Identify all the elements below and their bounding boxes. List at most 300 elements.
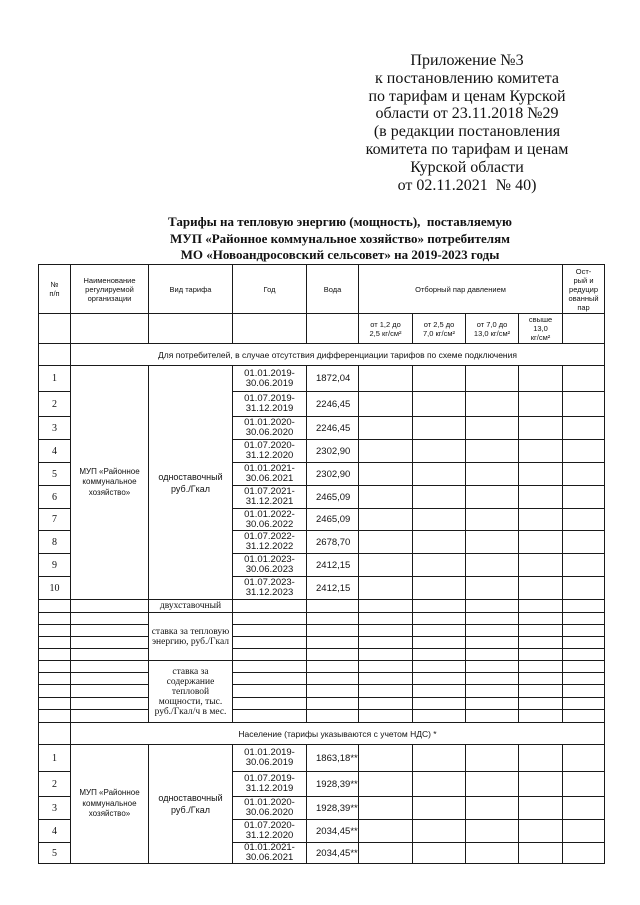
energy-rate-label: ставка за тепловую энергию, руб./Гкал <box>149 613 233 661</box>
population-section-row <box>39 723 605 745</box>
capacity-rate-row <box>39 661 605 673</box>
empty-cell <box>413 797 466 820</box>
empty-cell <box>233 314 307 344</box>
period <box>233 820 307 843</box>
col-header-sharp-steam-line: ованный <box>568 293 599 303</box>
period-line: 30.06.2020 <box>245 427 294 438</box>
empty-cell <box>413 637 466 649</box>
tariff-table <box>38 264 605 864</box>
empty-cell <box>466 772 519 797</box>
col-header-steam-range-line: 13,0 <box>533 324 548 333</box>
col-header-number-line: п/п <box>49 289 60 298</box>
title-line: МУП «Районное коммунальное хозяйство» потребителям <box>170 230 510 246</box>
empty-cell <box>307 673 359 685</box>
appendix-note <box>328 52 606 194</box>
organization-name: МУП «Районное коммунальное хозяйство» <box>71 745 149 864</box>
row-number: 4 <box>39 820 71 843</box>
period <box>233 843 307 864</box>
tariff-type <box>149 366 233 600</box>
period <box>233 486 307 509</box>
empty-cell <box>233 637 307 649</box>
empty-cell <box>71 637 149 649</box>
empty-cell <box>519 772 563 797</box>
empty-cell <box>359 440 413 463</box>
empty-cell <box>563 417 605 440</box>
water-tariff: 2302,90 <box>307 463 359 486</box>
empty-cell <box>307 710 359 723</box>
row-number: 4 <box>39 440 71 463</box>
empty-cell <box>563 463 605 486</box>
empty-cell <box>519 531 563 554</box>
empty-cell <box>466 661 519 673</box>
water-tariff: 2465,09 <box>307 509 359 531</box>
row-number: 5 <box>39 843 71 864</box>
col-header-steam-range-line: 7,0 кг/см² <box>422 328 455 338</box>
col-header-steam-range-line: свыше <box>528 315 553 324</box>
empty-cell <box>307 625 359 637</box>
empty-cell <box>466 820 519 843</box>
appendix-line: Приложение №3 <box>410 52 524 69</box>
empty-cell <box>359 772 413 797</box>
tariff-type-line: одноставочный <box>158 793 223 803</box>
col-header-steam-range-line: от 1,2 до <box>370 319 401 329</box>
empty-cell <box>359 673 413 685</box>
empty-cell <box>563 698 605 710</box>
empty-cell <box>519 600 563 613</box>
period <box>233 392 307 417</box>
row-number: 2 <box>39 772 71 797</box>
tariff-type-line: руб./Гкал <box>171 805 210 815</box>
col-header-organization: Наименование регулируемой организации <box>71 265 149 314</box>
col-header-steam-range <box>519 314 563 344</box>
col-header-water: Вода <box>307 265 359 314</box>
empty-cell <box>466 685 519 698</box>
empty-cell <box>359 531 413 554</box>
water-tariff: 2302,90 <box>307 440 359 463</box>
col-header-sharp-steam-line: редуцир <box>569 284 598 294</box>
two-part-row <box>39 600 605 613</box>
empty-cell <box>71 661 149 673</box>
empty-cell <box>359 843 413 864</box>
empty-cell <box>563 577 605 600</box>
empty-cell <box>359 649 413 661</box>
empty-cell <box>563 600 605 613</box>
period-line: 31.12.2019 <box>245 783 294 794</box>
water-tariff: 2246,45 <box>307 417 359 440</box>
empty-cell <box>519 613 563 625</box>
empty-cell <box>359 392 413 417</box>
empty-cell <box>519 625 563 637</box>
col-header-steam-range-line: от 2,5 до <box>423 319 455 329</box>
period-line: 01.07.2021- <box>244 486 295 497</box>
empty-cell <box>413 417 466 440</box>
empty-cell <box>413 710 466 723</box>
period <box>233 531 307 554</box>
empty-cell <box>71 685 149 698</box>
empty-cell <box>563 440 605 463</box>
period-line: 01.07.2019- <box>244 393 295 404</box>
empty-cell <box>519 392 563 417</box>
water-tariff: 2465,09 <box>307 486 359 509</box>
water-tariff: 2412,15 <box>307 577 359 600</box>
empty-cell <box>466 698 519 710</box>
empty-cell <box>466 509 519 531</box>
empty-cell <box>519 820 563 843</box>
water-tariff: 2412,15 <box>307 554 359 577</box>
empty-cell <box>519 509 563 531</box>
empty-cell <box>359 417 413 440</box>
row-number: 1 <box>39 745 71 772</box>
empty-cell <box>233 625 307 637</box>
empty-cell <box>519 554 563 577</box>
energy-rate-row <box>39 637 605 649</box>
empty-cell <box>466 710 519 723</box>
tariff-table-body <box>39 265 605 864</box>
energy-rate-row <box>39 613 605 625</box>
organization-name: МУП «Районное коммунальное хозяйство» <box>71 366 149 600</box>
general-tariff-row <box>39 366 605 392</box>
period-line: 01.07.2023- <box>244 577 295 588</box>
empty-cell <box>71 613 149 625</box>
period <box>233 772 307 797</box>
empty-cell <box>466 486 519 509</box>
period-line: 01.01.2019- <box>244 747 295 758</box>
empty-cell <box>563 613 605 625</box>
period-line: 30.06.2022 <box>245 518 294 530</box>
period-line: 01.01.2020- <box>244 417 295 428</box>
row-number: 3 <box>39 797 71 820</box>
empty-cell <box>359 463 413 486</box>
empty-cell <box>563 625 605 637</box>
empty-cell <box>71 673 149 685</box>
period-line: 31.12.2020 <box>245 830 294 841</box>
row-number: 6 <box>39 486 71 509</box>
col-header-steam-range-line: 2,5 кг/см² <box>369 328 402 338</box>
water-tariff: 1928,39** <box>307 797 359 820</box>
empty-cell <box>563 772 605 797</box>
appendix-line: к постановлению комитета <box>375 69 559 87</box>
empty-cell <box>563 745 605 772</box>
capacity-rate-label: ставка за содержание тепловой мощности, тыс. руб./Гкал/ч в мес. <box>149 661 233 723</box>
period-line: 01.01.2021- <box>244 463 295 474</box>
empty-cell <box>413 554 466 577</box>
period <box>233 509 307 531</box>
header-subrow <box>39 314 605 344</box>
period <box>233 417 307 440</box>
col-header-number <box>39 265 71 314</box>
empty-cell <box>563 797 605 820</box>
empty-cell <box>39 698 71 710</box>
empty-cell <box>466 797 519 820</box>
empty-cell <box>233 600 307 613</box>
period-line: 01.01.2021- <box>244 842 295 853</box>
empty-cell <box>359 613 413 625</box>
empty-cell <box>413 366 466 392</box>
period <box>233 577 307 600</box>
col-header-year: Год <box>233 265 307 314</box>
empty-cell <box>39 649 71 661</box>
empty-cell <box>233 673 307 685</box>
empty-cell <box>466 577 519 600</box>
col-header-tariff-type: Вид тарифа <box>149 265 233 314</box>
empty-cell <box>519 577 563 600</box>
empty-cell <box>359 745 413 772</box>
general-section-row <box>39 344 605 366</box>
empty-cell <box>466 637 519 649</box>
empty-cell <box>359 661 413 673</box>
empty-cell <box>466 745 519 772</box>
empty-cell <box>519 685 563 698</box>
empty-cell <box>359 366 413 392</box>
empty-cell <box>39 625 71 637</box>
water-tariff: 2034,45** <box>307 843 359 864</box>
general-section-label: Для потребителей, в случае отсутствия дифференциации тарифов по схеме подключения <box>71 344 605 366</box>
row-number: 1 <box>39 366 71 392</box>
capacity-rate-row <box>39 698 605 710</box>
period <box>233 745 307 772</box>
empty-cell <box>39 637 71 649</box>
col-header-steam-range <box>359 314 413 344</box>
empty-cell <box>413 600 466 613</box>
empty-cell <box>39 600 71 613</box>
empty-cell <box>307 314 359 344</box>
empty-cell <box>563 366 605 392</box>
col-header-steam: Отборный пар давлением <box>359 265 563 314</box>
empty-cell <box>359 600 413 613</box>
empty-cell <box>413 772 466 797</box>
empty-cell <box>359 685 413 698</box>
header-row <box>39 265 605 314</box>
empty-cell <box>359 577 413 600</box>
empty-cell <box>359 486 413 509</box>
empty-cell <box>466 625 519 637</box>
period <box>233 797 307 820</box>
empty-cell <box>359 710 413 723</box>
empty-cell <box>71 600 149 613</box>
capacity-rate-row <box>39 710 605 723</box>
empty-cell <box>519 463 563 486</box>
empty-cell <box>563 685 605 698</box>
period-line: 01.01.2023- <box>244 554 295 565</box>
empty-cell <box>71 698 149 710</box>
empty-cell <box>39 710 71 723</box>
empty-cell <box>413 649 466 661</box>
appendix-line: от 02.11.2021 № 40) <box>397 176 537 194</box>
period-line: 01.01.2019- <box>244 367 295 379</box>
empty-cell <box>466 392 519 417</box>
two-part-label: двухставочный <box>149 600 233 613</box>
empty-cell <box>39 673 71 685</box>
appendix-line: комитета по тарифам и ценам <box>365 140 569 158</box>
empty-cell <box>519 486 563 509</box>
empty-cell <box>466 417 519 440</box>
period-line: 30.06.2021 <box>245 852 294 863</box>
row-number: 5 <box>39 463 71 486</box>
empty-cell <box>563 820 605 843</box>
empty-cell <box>519 673 563 685</box>
empty-cell <box>563 486 605 509</box>
empty-cell <box>563 637 605 649</box>
empty-cell <box>71 625 149 637</box>
empty-cell <box>519 698 563 710</box>
period-line: 30.06.2020 <box>245 807 294 818</box>
empty-cell <box>466 463 519 486</box>
period-line: 30.06.2019 <box>245 757 294 768</box>
empty-cell <box>563 661 605 673</box>
energy-rate-row <box>39 649 605 661</box>
empty-cell <box>466 440 519 463</box>
empty-cell <box>563 554 605 577</box>
period <box>233 440 307 463</box>
tariff-type-line: руб./Гкал <box>171 483 210 494</box>
water-tariff: 2034,45** <box>307 820 359 843</box>
period-line: 01.07.2019- <box>244 773 295 784</box>
empty-cell <box>563 710 605 723</box>
empty-cell <box>413 843 466 864</box>
energy-rate-row <box>39 625 605 637</box>
empty-cell <box>359 509 413 531</box>
empty-cell <box>39 685 71 698</box>
empty-cell <box>466 531 519 554</box>
period-line: 31.12.2022 <box>245 541 294 552</box>
empty-cell <box>466 673 519 685</box>
empty-cell <box>519 440 563 463</box>
empty-cell <box>519 843 563 864</box>
period-line: 31.12.2020 <box>245 450 294 461</box>
empty-cell <box>307 637 359 649</box>
empty-cell <box>519 661 563 673</box>
tariff-type-line: одноставочный <box>158 471 223 482</box>
empty-cell <box>39 344 71 366</box>
col-header-steam-range-line: кг/см² <box>530 333 551 342</box>
empty-cell <box>359 698 413 710</box>
empty-cell <box>413 577 466 600</box>
empty-cell <box>71 314 149 344</box>
empty-cell <box>466 600 519 613</box>
empty-cell <box>413 661 466 673</box>
row-number: 2 <box>39 392 71 417</box>
col-header-steam-range <box>413 314 466 344</box>
empty-cell <box>39 723 71 745</box>
empty-cell <box>359 625 413 637</box>
period-line: 30.06.2023 <box>245 564 294 575</box>
empty-cell <box>519 417 563 440</box>
empty-cell <box>233 698 307 710</box>
empty-cell <box>233 685 307 698</box>
col-header-sharp-steam-line: рый и <box>573 275 594 285</box>
population-tariff-row <box>39 745 605 772</box>
water-tariff: 1928,39** <box>307 772 359 797</box>
capacity-rate-row <box>39 685 605 698</box>
empty-cell <box>233 661 307 673</box>
empty-cell <box>563 314 605 344</box>
empty-cell <box>563 649 605 661</box>
empty-cell <box>149 314 233 344</box>
period-line: 01.07.2022- <box>244 531 295 542</box>
empty-cell <box>519 710 563 723</box>
empty-cell <box>71 649 149 661</box>
col-header-steam-range <box>466 314 519 344</box>
period-line: 30.06.2021 <box>245 473 294 484</box>
empty-cell <box>413 625 466 637</box>
empty-cell <box>413 440 466 463</box>
period-line: 01.01.2022- <box>244 508 295 520</box>
empty-cell <box>413 745 466 772</box>
empty-cell <box>233 710 307 723</box>
empty-cell <box>466 554 519 577</box>
appendix-line: по тарифам и ценам Курской <box>368 87 566 105</box>
appendix-line: (в редакции постановления <box>373 123 561 141</box>
empty-cell <box>519 797 563 820</box>
period-line: 31.12.2023 <box>245 587 294 598</box>
empty-cell <box>413 820 466 843</box>
row-number: 8 <box>39 531 71 554</box>
empty-cell <box>359 797 413 820</box>
title-line: МО «Новоандросовский сельсовет» на 2019-2023 годы <box>180 247 500 262</box>
capacity-rate-row <box>39 673 605 685</box>
empty-cell <box>233 613 307 625</box>
empty-cell <box>307 661 359 673</box>
empty-cell <box>413 463 466 486</box>
row-number: 10 <box>39 577 71 600</box>
water-tariff: 2678,70 <box>307 531 359 554</box>
empty-cell <box>563 392 605 417</box>
col-header-sharp-steam-line: Ост- <box>575 266 592 276</box>
water-tariff: 1863,18** <box>307 745 359 772</box>
col-header-steam-range-line: 13,0 кг/см² <box>473 328 511 338</box>
row-number: 3 <box>39 417 71 440</box>
tariff-type <box>149 745 233 864</box>
empty-cell <box>563 509 605 531</box>
water-tariff: 1872,04 <box>307 366 359 392</box>
period-line: 31.12.2021 <box>245 496 294 507</box>
period-line: 01.07.2020- <box>244 440 295 451</box>
empty-cell <box>39 661 71 673</box>
empty-cell <box>413 531 466 554</box>
period-line: 31.12.2019 <box>245 403 294 414</box>
empty-cell <box>413 392 466 417</box>
period-line: 01.01.2020- <box>244 797 295 808</box>
col-header-number-line: № <box>50 280 59 289</box>
empty-cell <box>466 613 519 625</box>
document-title <box>120 214 560 264</box>
empty-cell <box>563 531 605 554</box>
empty-cell <box>519 366 563 392</box>
period <box>233 366 307 392</box>
appendix-line: области от 23.11.2018 №29 <box>375 105 559 123</box>
empty-cell <box>413 673 466 685</box>
row-number: 7 <box>39 509 71 531</box>
empty-cell <box>519 745 563 772</box>
empty-cell <box>39 613 71 625</box>
title-line: Тарифы на тепловую энергию (мощность), поставляемую <box>168 214 512 229</box>
row-number: 9 <box>39 554 71 577</box>
period <box>233 463 307 486</box>
period-line: 01.07.2020- <box>244 820 295 831</box>
empty-cell <box>563 673 605 685</box>
empty-cell <box>233 649 307 661</box>
empty-cell <box>71 710 149 723</box>
empty-cell <box>39 314 71 344</box>
empty-cell <box>413 613 466 625</box>
period-line: 30.06.2019 <box>245 377 294 389</box>
empty-cell <box>466 366 519 392</box>
empty-cell <box>307 613 359 625</box>
appendix-line: Курской области <box>410 158 524 176</box>
empty-cell <box>359 554 413 577</box>
population-section-label: Население (тарифы указываются с учетом НДС) * <box>71 723 605 745</box>
empty-cell <box>413 486 466 509</box>
